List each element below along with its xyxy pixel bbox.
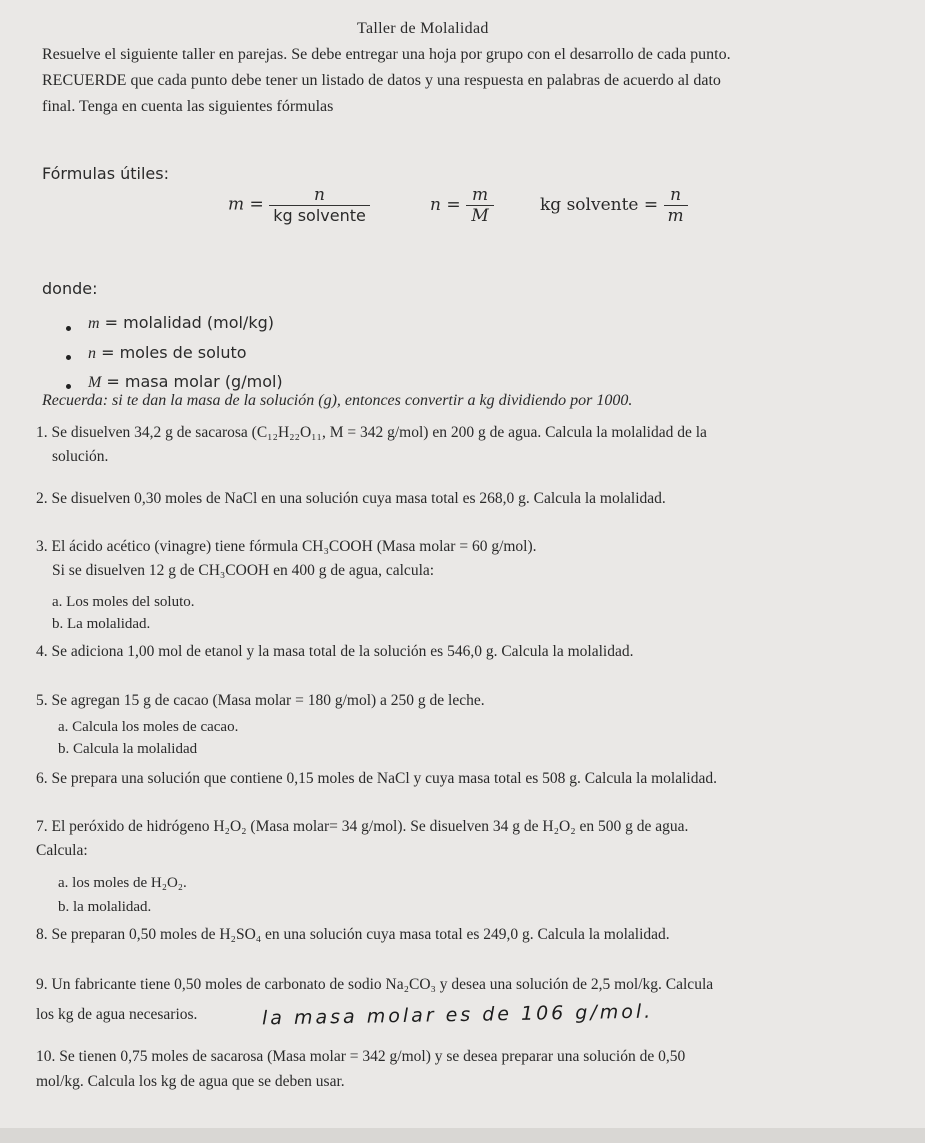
donde-label: donde: (42, 279, 98, 298)
problem-3-line-1: 3. El ácido acético (vinagre) tiene fórmula CH₃COOH (Masa molar = 60 g/mol). (36, 538, 537, 555)
problem-10-line-2: mol/kg. Calcula los kg de agua que se deben usar. (36, 1073, 345, 1090)
formula-moles-denominator: M (471, 206, 489, 226)
formulas-block (0, 185, 925, 245)
problem-6: 6. Se prepara una solución que contiene 0,15 moles de NaCl y cuya masa total es 508 g. Calcula la molalidad. (36, 770, 717, 787)
formula-kg-solvent: kg solvente = $\frac{n}{m}$ (540, 185, 688, 226)
problem-7-a: a. los moles de H₂O₂. (58, 875, 187, 891)
bullet-icon (66, 326, 71, 331)
problem-1-line-1: 1. Se disuelven 34,2 g de sacarosa (C₁₂H₂₂O₁₁, M = 342 g/mol) en 200 g de agua. Calcula la molalidad de la (36, 424, 707, 441)
definition-moles: n = moles de soluto (88, 343, 247, 362)
problem-7-line-2: Calcula: (36, 842, 88, 859)
problem-5-a: a. Calcula los moles de cacao. (58, 719, 239, 735)
problem-7-line-1: 7. El peróxido de hidrógeno H₂O₂ (Masa molar= 34 g/mol). Se disuelven 34 g de H₂O₂ en 500 g de agua. (36, 818, 689, 835)
problem-3-b: b. La molalidad. (52, 616, 151, 632)
problem-9-line-1: 9. Un fabricante tiene 0,50 moles de carbonato de sodio Na₂CO₃ y desea una solución de 2,5 mol/kg. Calcula (36, 976, 714, 993)
problem-4: 4. Se adiciona 1,00 mol de etanol y la masa total de la solución es 546,0 g. Calcula la molalidad. (36, 643, 634, 660)
page-title: Taller de Molalidad (357, 20, 489, 37)
problem-9-line-2: los kg de agua necesarios. (36, 1006, 198, 1023)
problem-5-b: b. Calcula la molalidad (58, 741, 198, 757)
formulas-heading: Fórmulas útiles: (42, 164, 169, 183)
formula-molality-denominator: kg solvente (273, 206, 366, 225)
intro-line-2: RECUERDE que cada punto debe tener un listado de datos y una respuesta en palabras de acuerdo al dato (42, 72, 721, 89)
formula-molality-numerator: n (314, 185, 325, 205)
page-bottom-shadow (0, 1128, 925, 1143)
bullet-icon (66, 355, 71, 360)
bullet-icon (66, 384, 71, 389)
reminder-note: Recuerda: si te dan la masa de la solución (g), entonces convertir a kg dividiendo por 1000. (42, 392, 633, 409)
problem-8: 8. Se preparan 0,50 moles de H₂SO₄ en una solución cuya masa total es 249,0 g. Calcula la molalidad. (36, 926, 670, 943)
formula-kg-denominator: m (667, 206, 684, 226)
problem-3-a: a. Los moles del soluto. (52, 594, 195, 610)
intro-line-1: Resuelve el siguiente taller en parejas. Se debe entregar una hoja por grupo con el desarrollo de cada punto. (42, 46, 731, 63)
problem-1-line-2: solución. (52, 448, 109, 465)
formula-moles: n = $\frac{m}{M}$ (430, 185, 494, 226)
problem-10-line-1: 10. Se tienen 0,75 moles de sacarosa (Masa molar = 342 g/mol) y se desea preparar una solución de 0,50 (36, 1048, 686, 1065)
problem-5-line-1: 5. Se agregan 15 g de cacao (Masa molar = 180 g/mol) a 250 g de leche. (36, 692, 485, 709)
intro-line-3: final. Tenga en cuenta las siguientes fórmulas (42, 98, 334, 115)
formula-molality: m = $\frac{n}{\text{kg solvente}}$ (228, 185, 370, 225)
formula-moles-numerator: m (472, 185, 489, 205)
problem-3-line-2: Si se disuelven 12 g de CH₃COOH en 400 g de agua, calcula: (52, 562, 435, 579)
problem-2: 2. Se disuelven 0,30 moles de NaCl en una solución cuya masa total es 268,0 g. Calcula la molalidad. (36, 490, 666, 507)
problem-7-b: b. la molalidad. (58, 899, 152, 915)
definition-molality: m = molalidad (mol/kg) (88, 313, 274, 332)
handwritten-note: la masa molar es de 106 g/mol. (261, 1000, 654, 1030)
formula-kg-numerator: n (670, 185, 682, 205)
definition-molar-mass: M = masa molar (g/mol) (88, 372, 283, 391)
